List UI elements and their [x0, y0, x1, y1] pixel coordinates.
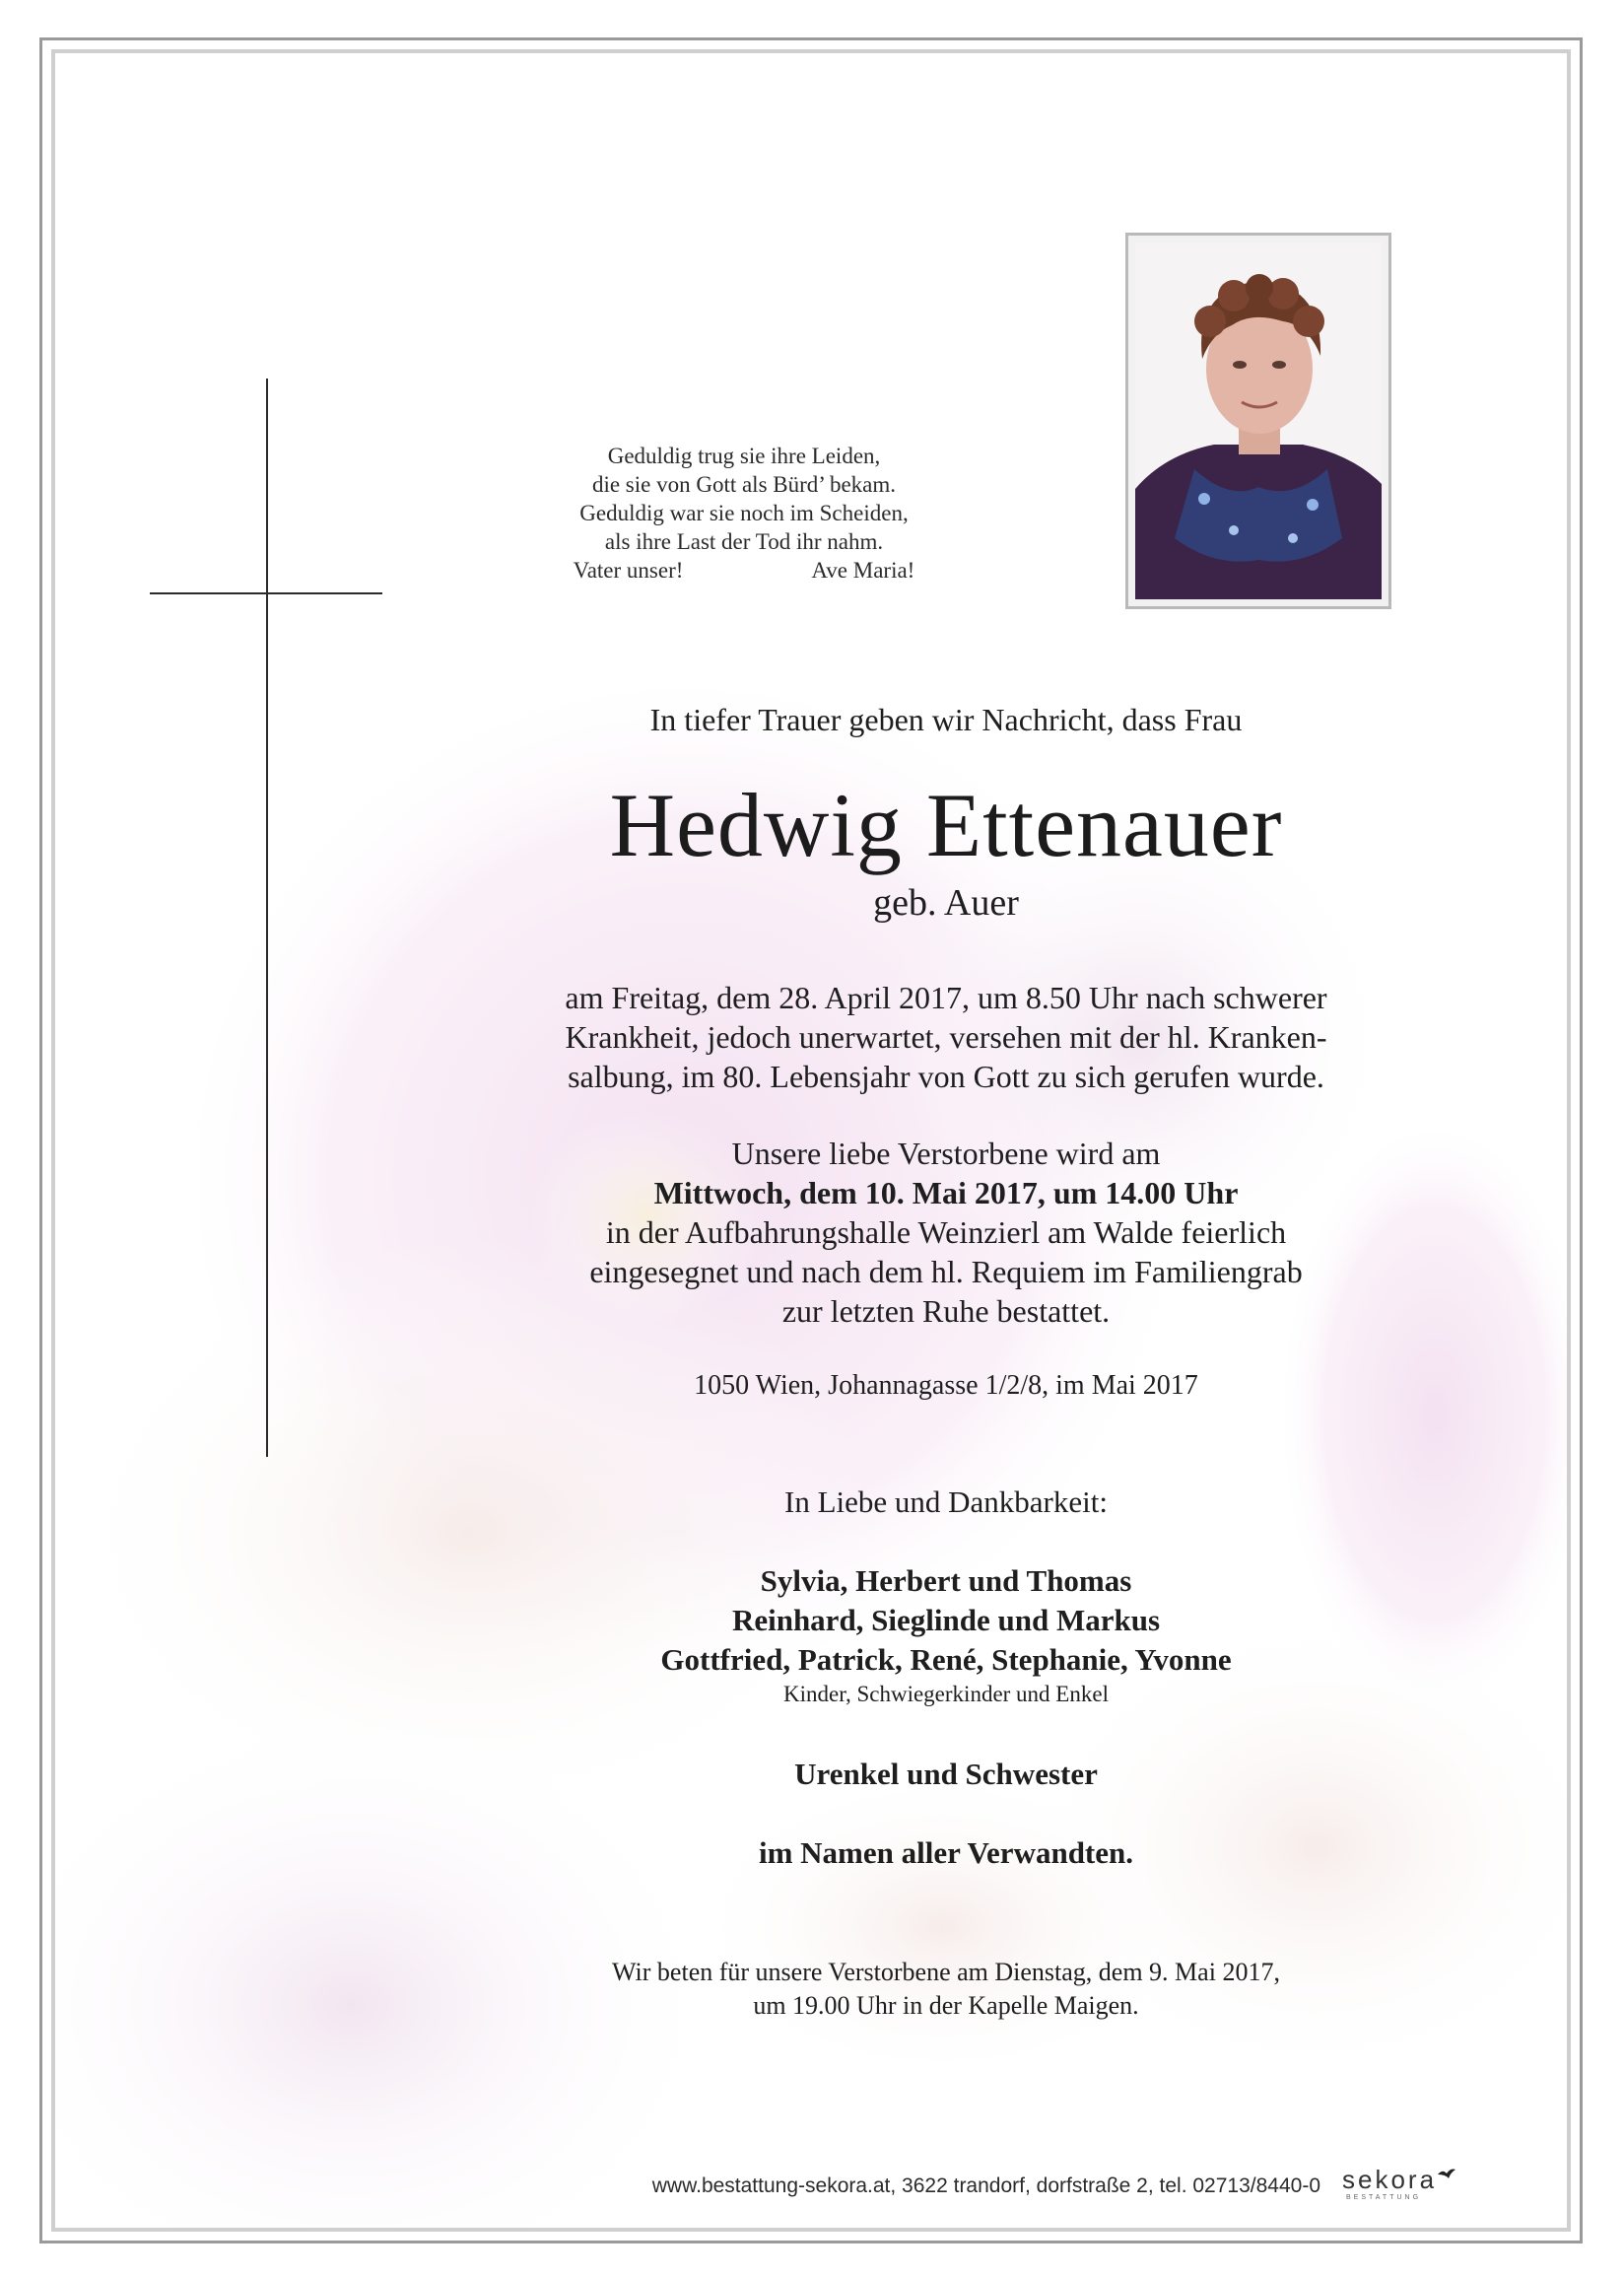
address-line: 1050 Wien, Johannagasse 1/2/8, im Mai 2017 [694, 1370, 1198, 1401]
death-notice-line: am Freitag, dem 28. April 2017, um 8.50 Uhr nach schwerer [565, 980, 1327, 1015]
cross-icon-vertical [266, 379, 268, 1457]
portrait-photo [1135, 242, 1382, 599]
portrait-frame [1125, 233, 1391, 609]
family-line: Gottfried, Patrick, René, Stephanie, Yvonne [660, 1642, 1232, 1677]
poem-line: als ihre Last der Tod ihr nahm. [604, 529, 884, 554]
born-name: geb. Auer [873, 882, 1019, 924]
poem-closing-left: Vater unser! [573, 558, 684, 583]
prayer-line: Wir beten für unsere Verstorbene am Dienstag, dem 9. Mai 2017, [612, 1958, 1280, 1986]
funeral-line: zur letzten Ruhe bestattet. [781, 1293, 1111, 1329]
deceased-name: Hedwig Ettenauer [609, 775, 1283, 875]
prayer-line: um 19.00 Uhr in der Kapelle Maigen. [753, 1991, 1139, 2020]
poem-line: Geduldig war sie noch im Scheiden, [579, 501, 909, 525]
funeral-line: in der Aufbahrungshalle Weinzierl am Walde feierlich [605, 1214, 1287, 1250]
family-line: Sylvia, Herbert und Thomas [760, 1563, 1132, 1598]
poem-line: die sie von Gott als Bürd’ bekam. [591, 472, 897, 497]
intro-text: In tiefer Trauer geben wir Nachricht, dass Frau [649, 702, 1243, 737]
poem-closing [512, 556, 976, 585]
logo-subtitle: BESTATTUNG [1346, 2194, 1422, 2201]
bird-logo-icon [1437, 2167, 1456, 2180]
cross-icon-horizontal [150, 592, 382, 594]
funeral-notice [434, 1134, 1458, 1331]
sekora-logo [1342, 2165, 1460, 2208]
all-relatives: im Namen aller Verwandten. [758, 1835, 1134, 1870]
funeral-date: Mittwoch, dem 10. Mai 2017, um 14.00 Uhr [653, 1175, 1239, 1210]
death-notice [434, 978, 1458, 1096]
thanks-heading: In Liebe und Dankbarkeit: [784, 1484, 1108, 1519]
family-subtitle: Kinder, Schwiegerkinder und Enkel [783, 1682, 1109, 1706]
poem-closing-right: Ave Maria! [811, 558, 915, 583]
death-notice-line: Krankheit, jedoch unerwartet, versehen mit der hl. Kranken- [565, 1019, 1327, 1055]
great-grandchildren: Urenkel und Schwester [794, 1757, 1098, 1791]
funeral-line: eingesegnet und nach dem hl. Requiem im Familiengrab [589, 1254, 1303, 1289]
funeral-line: Unsere liebe Verstorbene wird am [731, 1136, 1161, 1171]
footer-contact: www.bestattung-sekora.at, 3622 trandorf, dorfstraße 2, tel. 02713/8440-0 [651, 2174, 1320, 2197]
poem [512, 442, 976, 585]
family-line: Reinhard, Sieglinde und Markus [731, 1603, 1161, 1637]
family-names [434, 1561, 1458, 1680]
prayer-notice [434, 1956, 1458, 2023]
poem-line: Geduldig trug sie ihre Leiden, [607, 444, 881, 468]
logo-text: sekora [1342, 2165, 1438, 2194]
death-notice-line: salbung, im 80. Lebensjahr von Gott zu sich gerufen wurde. [568, 1059, 1324, 1094]
